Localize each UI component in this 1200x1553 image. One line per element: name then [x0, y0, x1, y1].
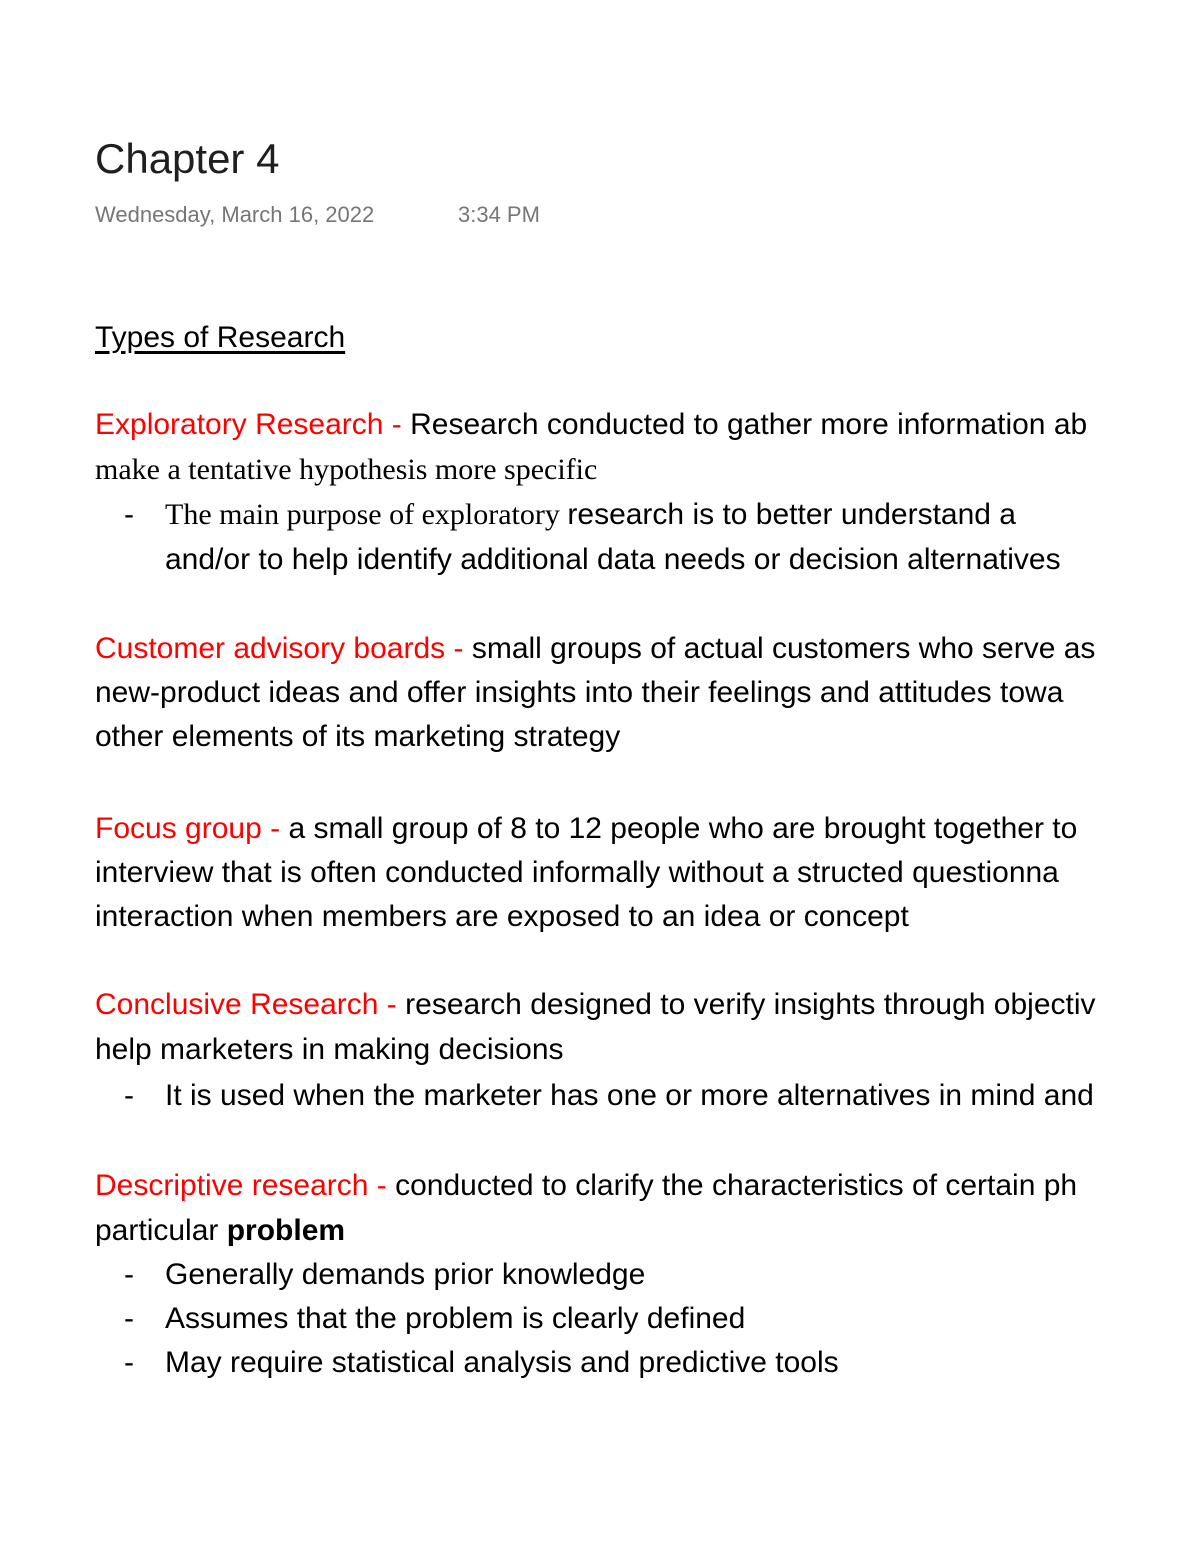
bullet-dash: - [124, 498, 134, 531]
descriptive-bullet-2: Assumes that the problem is clearly defined [165, 1302, 746, 1335]
descriptive-bullet-3: May require statistical analysis and predictive tools [165, 1346, 839, 1379]
conclusive-separator: - [378, 988, 406, 1021]
customer-advisory-line-1 [95, 629, 1095, 669]
focus-group-line-1 [95, 809, 1077, 849]
descriptive-line-2 [95, 1211, 345, 1251]
page-title: Chapter 4 [95, 135, 280, 182]
exploratory-bullet-1-line-2: and/or to help identify additional data needs or decision alternatives [165, 543, 1061, 576]
exploratory-bullet-1-serif: The main purpose of exploratory [165, 498, 568, 531]
conclusive-bullet-1: It is used when the marketer has one or more alternatives in mind and [165, 1079, 1094, 1112]
customer-advisory-term: Customer advisory boards [95, 632, 446, 665]
descriptive-line-2-prefix: particular [95, 1214, 227, 1247]
descriptive-term: Descriptive research [95, 1169, 369, 1202]
conclusive-line-1 [95, 985, 1096, 1025]
descriptive-bullet-1: Generally demands prior knowledge [165, 1258, 646, 1291]
exploratory-text-1: Research conducted to gather more information ab [410, 408, 1088, 441]
bullet-dash: - [124, 1258, 134, 1291]
bullet-dash: - [124, 1346, 134, 1379]
exploratory-term: Exploratory Research [95, 408, 384, 441]
focus-group-term: Focus group [95, 812, 262, 845]
exploratory-definition-line-1 [95, 405, 1087, 445]
descriptive-line-1 [95, 1166, 1077, 1206]
bullet-dash: - [124, 1302, 134, 1335]
customer-advisory-line-3: other elements of its marketing strategy [95, 720, 621, 753]
descriptive-text-1: conducted to clarify the characteristics of certain ph [395, 1169, 1078, 1202]
section-heading: Types of Research [95, 321, 346, 354]
exploratory-definition-line-2: make a tentative hypothesis more specific [95, 453, 598, 486]
page-time: 3:34 PM [458, 202, 540, 227]
page-date: Wednesday, March 16, 2022 [95, 202, 375, 227]
conclusive-text-1: research designed to verify insights through objectiv [405, 988, 1096, 1021]
descriptive-line-2-bold: problem [226, 1214, 346, 1247]
customer-advisory-text-1: small groups of actual customers who serve as [471, 632, 1096, 665]
customer-advisory-line-2: new-product ideas and offer insights into their feelings and attitudes towa [95, 676, 1064, 709]
exploratory-separator: - [383, 408, 411, 441]
customer-advisory-separator: - [445, 632, 472, 665]
conclusive-line-2: help marketers in making decisions [95, 1033, 564, 1066]
exploratory-bullet-1 [165, 495, 1016, 535]
focus-group-separator: - [261, 812, 289, 845]
focus-group-line-3: interaction when members are exposed to an idea or concept [95, 900, 909, 933]
focus-group-line-2: interview that is often conducted informally without a structed questionna [95, 856, 1059, 889]
conclusive-term: Conclusive Research [95, 988, 379, 1021]
focus-group-text-1: a small group of 8 to 12 people who are brought together to [288, 812, 1078, 845]
descriptive-separator: - [368, 1169, 396, 1202]
exploratory-bullet-1-rest: research is to better understand a [567, 498, 1016, 531]
bullet-dash: - [124, 1079, 134, 1112]
